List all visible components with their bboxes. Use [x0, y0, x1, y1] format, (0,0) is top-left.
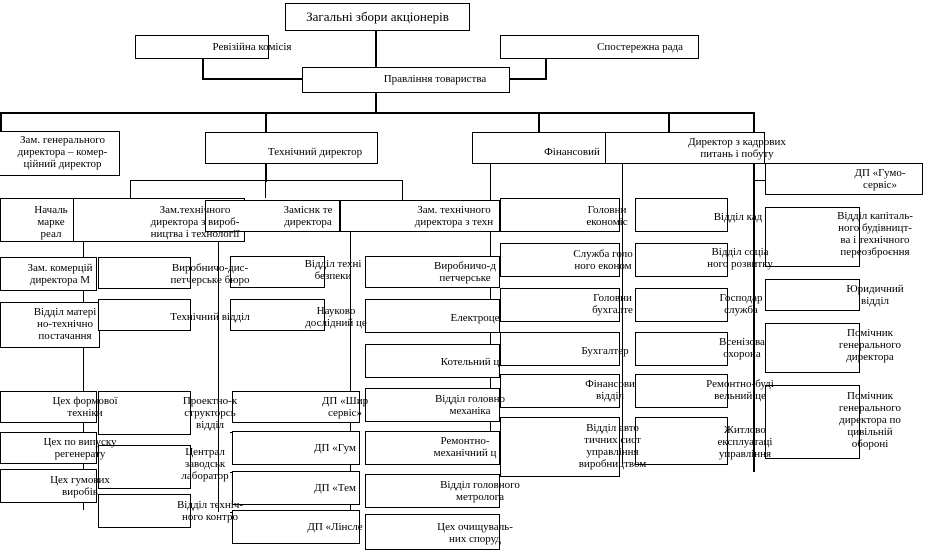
node-prod-dispatch-1: Виробничо-дис- петчерське бюро — [170, 262, 250, 286]
node-electro-shop: Електроце — [450, 312, 500, 324]
connector-line — [265, 180, 266, 198]
node-marketing-head: Началь марке реал — [34, 204, 68, 240]
connector-line — [0, 112, 755, 114]
node-audit-commission: Ревізійна комісія — [212, 41, 292, 53]
node-management-board: Правління товариства — [383, 73, 487, 85]
node-dp-tem: ДП «Тем — [314, 482, 356, 494]
node-central-lab: Централ заводськ лаборатор — [181, 446, 229, 482]
node-tech-safety-dept: Відділ техні безпеки — [304, 258, 362, 282]
node-deputy-tech-production: Зам.технічного директора з вироб- ництва і технології — [150, 204, 240, 240]
node-technical-dept: Технічний відділ — [170, 311, 250, 323]
node-dp-gum: ДП «Гум — [314, 442, 356, 454]
connector-line — [545, 58, 547, 80]
node-research-lab: Науково дослідний це — [305, 305, 367, 329]
connector-line — [375, 31, 377, 67]
connector-line — [753, 180, 765, 181]
node-dp-linsle: ДП «Лінсле — [307, 521, 363, 533]
node-assistant-civil: Помічник генерального директора по цивільній обороні — [838, 390, 902, 450]
node-technical-director: Технічний директор — [267, 146, 363, 158]
node-household: Господар служба — [719, 292, 763, 316]
node-shop-rubber: Цех гумових виробів — [50, 474, 110, 498]
connector-line — [668, 112, 670, 132]
node-boiler-shop: Котельний ц — [440, 356, 500, 368]
connector-line — [202, 78, 302, 80]
node-shop-mould: Цех формової техніки — [52, 395, 118, 419]
node-treatment-shop: Цех очищуваль- них споруд — [437, 521, 513, 545]
node-deputy-commercial-2: Зам. комерцій директора М — [27, 262, 93, 286]
node-material-supply: Відділ матері но-технічно постачання — [33, 306, 97, 342]
node-design-structural: Проектно-к структорсь відділ — [182, 395, 238, 431]
node-hr-director: Директор з кадрових питань і побуту — [688, 136, 786, 160]
node-social-dev: Відділ соціа ного розвитку — [707, 246, 773, 270]
connector-line — [402, 180, 403, 200]
connector-line — [538, 112, 540, 132]
node-chief-mechanic: Відділ головно механіка — [434, 393, 506, 417]
node-repair-building: Ремонтно-буді вельний це — [706, 378, 774, 402]
node-dp-shyr-servis: ДП «Шир сервіс» — [321, 395, 369, 419]
node-chief-economist: Головни економіс — [586, 204, 628, 228]
node-finance-dept: Фінансови відділ — [585, 378, 635, 402]
node-economic-service: Служба голо ного економ — [573, 248, 633, 272]
node-chief-accountant: Головни бухгалте — [592, 292, 633, 316]
node-deputy-commercial: Зам. генерального директора – комер- ційний директор — [17, 134, 108, 170]
connector-line — [0, 112, 2, 132]
node-personnel-dept: Відділ кад — [713, 211, 763, 223]
node-accounting: Бухгалтер — [581, 345, 629, 357]
connector-line — [375, 93, 377, 113]
node-general-assembly: Загальні збори акціонерів — [306, 9, 449, 24]
connector-line — [202, 58, 204, 80]
node-tech-control: Відділ техніч- ного контро — [176, 499, 244, 523]
node-repair-mech: Ремонтно- механічний ц — [433, 435, 497, 459]
node-deputy-tech-safety: Заміснк те директора — [283, 204, 333, 228]
node-legal: Юридичний відділ — [846, 283, 904, 307]
node-deputy-tech-tech: Зам. технічного директора з техн — [414, 204, 494, 228]
node-prod-dispatch-2: Виробничо-д петчерське — [434, 260, 496, 284]
node-housing: Житлово експлуатаці управління — [717, 424, 773, 460]
node-assistant-gd: Помічник генерального директора — [838, 327, 902, 363]
node-shop-regen: Цех по випуску регенерату — [43, 436, 117, 460]
connector-line — [265, 112, 267, 132]
connector-line — [130, 180, 131, 198]
node-supervisory-board: Спостережна рада — [597, 41, 683, 53]
node-dp-gumo-servis: ДП «Гумо- сервіс» — [854, 167, 906, 191]
connector-line — [130, 180, 402, 181]
node-capital-construction: Відділ капіталь- ного будівницт- ва і технічного переозброєння — [837, 210, 913, 258]
node-chief-metrologist: Відділ головного метролога — [440, 479, 520, 503]
node-security: Всенізова охорона — [719, 336, 765, 360]
node-auto-systems: Відділ авто тичних сист управління виробництвом — [578, 422, 647, 470]
node-financial-director: Фінансовий — [544, 146, 600, 158]
